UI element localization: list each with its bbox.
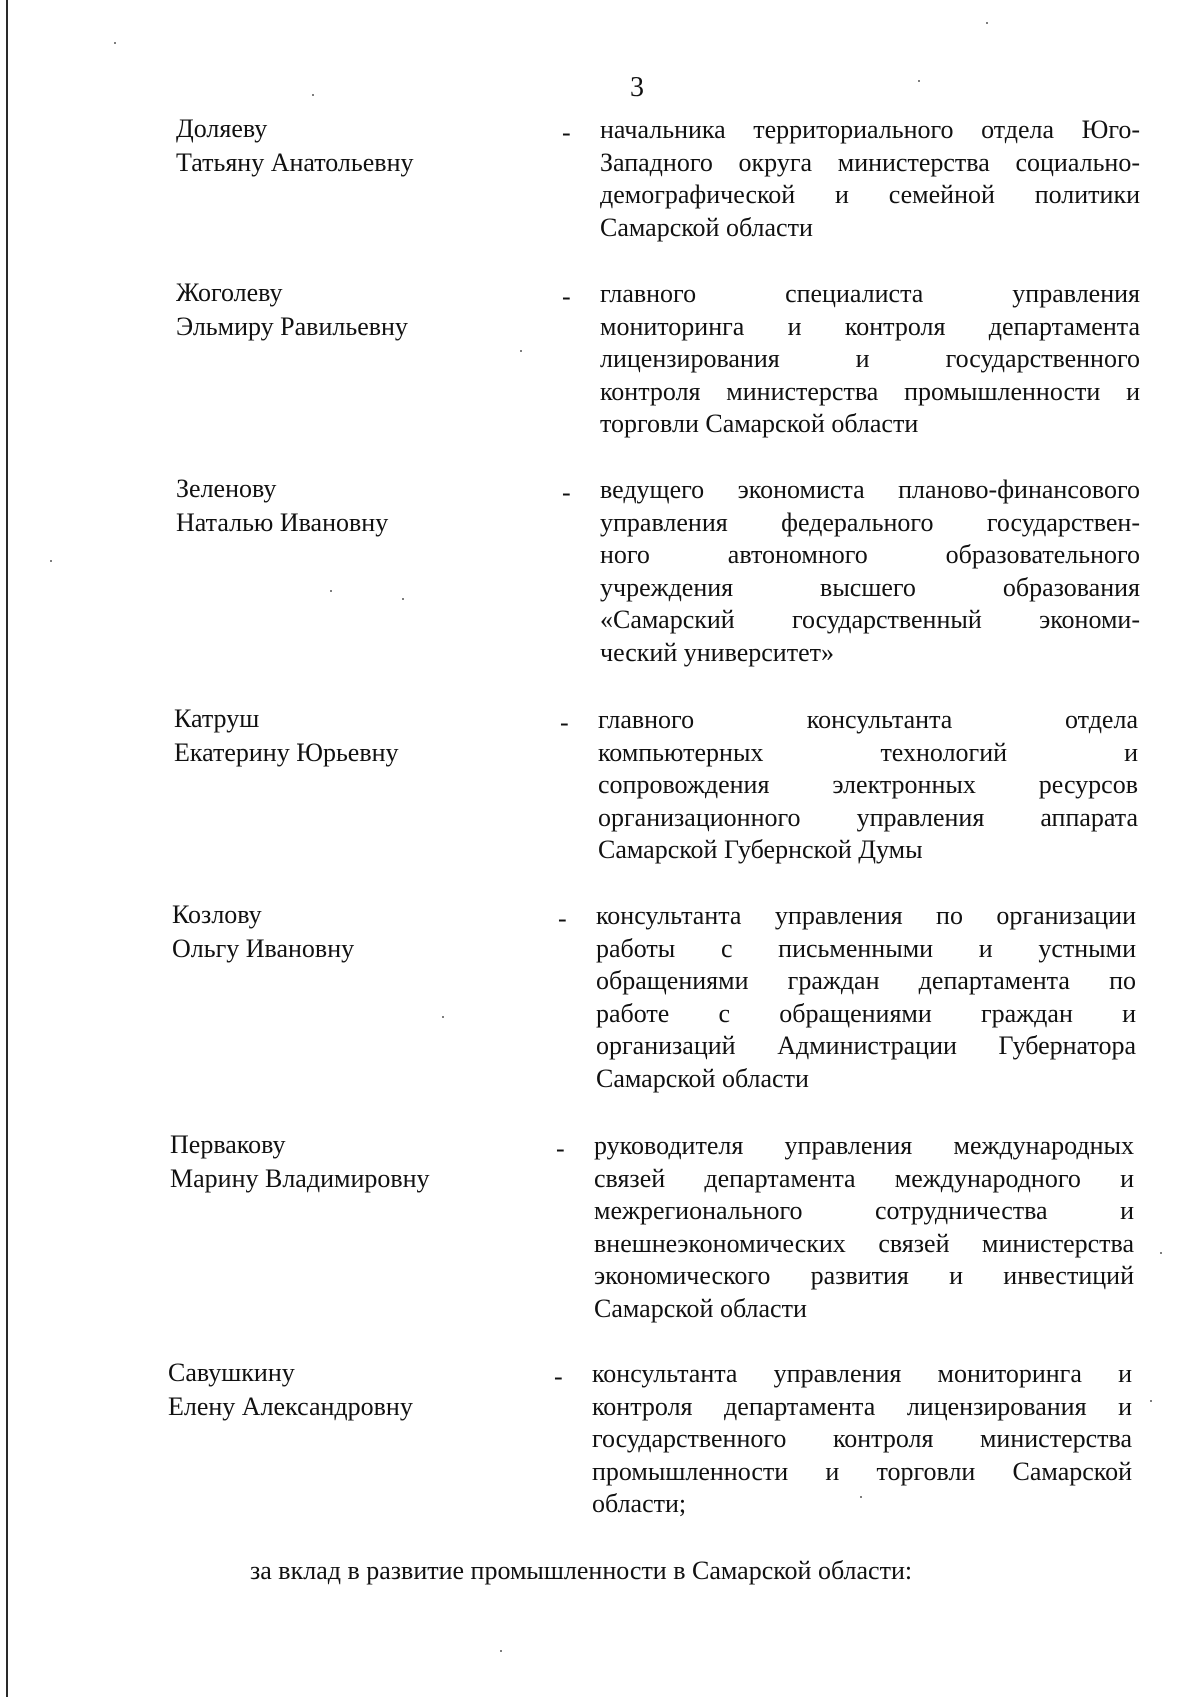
position-description xyxy=(600,114,1140,244)
description-line: руководителя управления международных xyxy=(594,1131,1134,1160)
description-line: работе с обращениями граждан и xyxy=(596,998,1136,1028)
description-line: экономического развития и инвестиций xyxy=(594,1261,1134,1290)
description-line: государственного контроля министерства xyxy=(592,1424,1132,1453)
scan-speck xyxy=(312,94,314,96)
description-line: организаций Администрации Губернатора xyxy=(596,1031,1136,1060)
scan-speck xyxy=(50,560,52,562)
description-line: Самарской Губернской Думы xyxy=(598,835,923,864)
scan-speck xyxy=(500,1650,502,1652)
description-line: Самарской области xyxy=(600,212,813,242)
scan-speck xyxy=(402,598,404,600)
description-line: учреждения высшего образования xyxy=(600,572,1140,602)
given-names: Елену Александровну xyxy=(168,1392,413,1421)
given-names: Марину Владимировну xyxy=(170,1164,430,1193)
scan-speck xyxy=(1150,1400,1152,1402)
dash-separator: - xyxy=(560,708,569,737)
position-description xyxy=(594,1130,1134,1325)
description-line: межрегионального сотрудничества и xyxy=(594,1196,1134,1225)
position-description xyxy=(592,1358,1132,1521)
given-names: Ольгу Ивановну xyxy=(172,934,355,963)
description-line: Самарской области xyxy=(594,1293,807,1323)
description-line: лицензирования и государственного xyxy=(600,344,1140,373)
description-line: контроля департамента лицензирования и xyxy=(592,1391,1132,1421)
description-line: консультанта управления мониторинга и xyxy=(592,1359,1132,1388)
scan-speck xyxy=(330,590,332,592)
surname: Жоголеву xyxy=(176,278,283,307)
description-line: ведущего экономиста планово-финансового xyxy=(600,475,1140,504)
dash-separator: - xyxy=(556,1134,565,1163)
description-line: Западного округа министерства социально- xyxy=(600,147,1140,177)
scan-speck xyxy=(860,1496,862,1498)
description-line: главного специалиста управления xyxy=(600,279,1140,308)
description-line: главного консультанта отдела xyxy=(598,705,1138,734)
position-description xyxy=(600,474,1140,669)
description-line: начальника территориального отдела Юго- xyxy=(600,115,1140,144)
page-number: 3 xyxy=(630,72,644,103)
position-description xyxy=(596,900,1136,1095)
section-heading: за вклад в развитие промышленности в Самарской области: xyxy=(250,1556,913,1585)
description-line: связей департамента международного и xyxy=(594,1163,1134,1193)
surname: Козлову xyxy=(172,900,262,929)
description-line: консультанта управления по организации xyxy=(596,901,1136,930)
scan-speck xyxy=(520,350,522,352)
surname: Катруш xyxy=(174,704,260,733)
description-line: Самарской области xyxy=(596,1063,809,1093)
description-line: обращениями граждан департамента по xyxy=(596,966,1136,995)
dash-separator: - xyxy=(554,1362,563,1391)
surname: Савушкину xyxy=(168,1358,295,1387)
given-names: Эльмиру Равильевну xyxy=(176,312,408,341)
dash-separator: - xyxy=(562,118,571,147)
position-description xyxy=(600,278,1140,441)
position-description xyxy=(598,704,1138,867)
surname: Зеленову xyxy=(176,474,277,503)
description-line: работы с письменными и устными xyxy=(596,933,1136,963)
dash-separator: - xyxy=(562,282,571,311)
description-line: управления федерального государствен- xyxy=(600,507,1140,537)
surname: Первакову xyxy=(170,1130,286,1159)
description-line: мониторинга и контроля департамента xyxy=(600,311,1140,341)
given-names: Татьяну Анатольевну xyxy=(176,148,414,177)
description-line: промышленности и торговли Самарской xyxy=(592,1456,1132,1486)
description-line: сопровождения электронных ресурсов xyxy=(598,770,1138,799)
scan-speck xyxy=(442,1016,444,1018)
description-line: контроля министерства промышленности и xyxy=(600,376,1140,406)
description-line: «Самарский государственный экономи- xyxy=(600,605,1140,634)
description-line: демографической и семейной политики xyxy=(600,180,1140,209)
dash-separator: - xyxy=(562,478,571,507)
description-line: торговли Самарской области xyxy=(600,409,919,438)
description-line: внешнеэкономических связей министерства xyxy=(594,1228,1134,1258)
description-line: компьютерных технологий и xyxy=(598,737,1138,767)
scan-speck xyxy=(918,80,920,82)
scan-speck xyxy=(1160,1252,1162,1254)
description-line: организационного управления аппарата xyxy=(598,802,1138,832)
scan-speck xyxy=(114,42,116,44)
description-line: ческий университет» xyxy=(600,637,834,667)
given-names: Наталью Ивановну xyxy=(176,508,389,537)
surname: Доляеву xyxy=(176,114,268,143)
scan-edge xyxy=(6,0,8,1697)
dash-separator: - xyxy=(558,904,567,933)
description-line: области; xyxy=(592,1489,687,1518)
given-names: Екатерину Юрьевну xyxy=(174,738,399,767)
scan-speck xyxy=(986,22,988,24)
description-line: ного автономного образовательного xyxy=(600,540,1140,569)
